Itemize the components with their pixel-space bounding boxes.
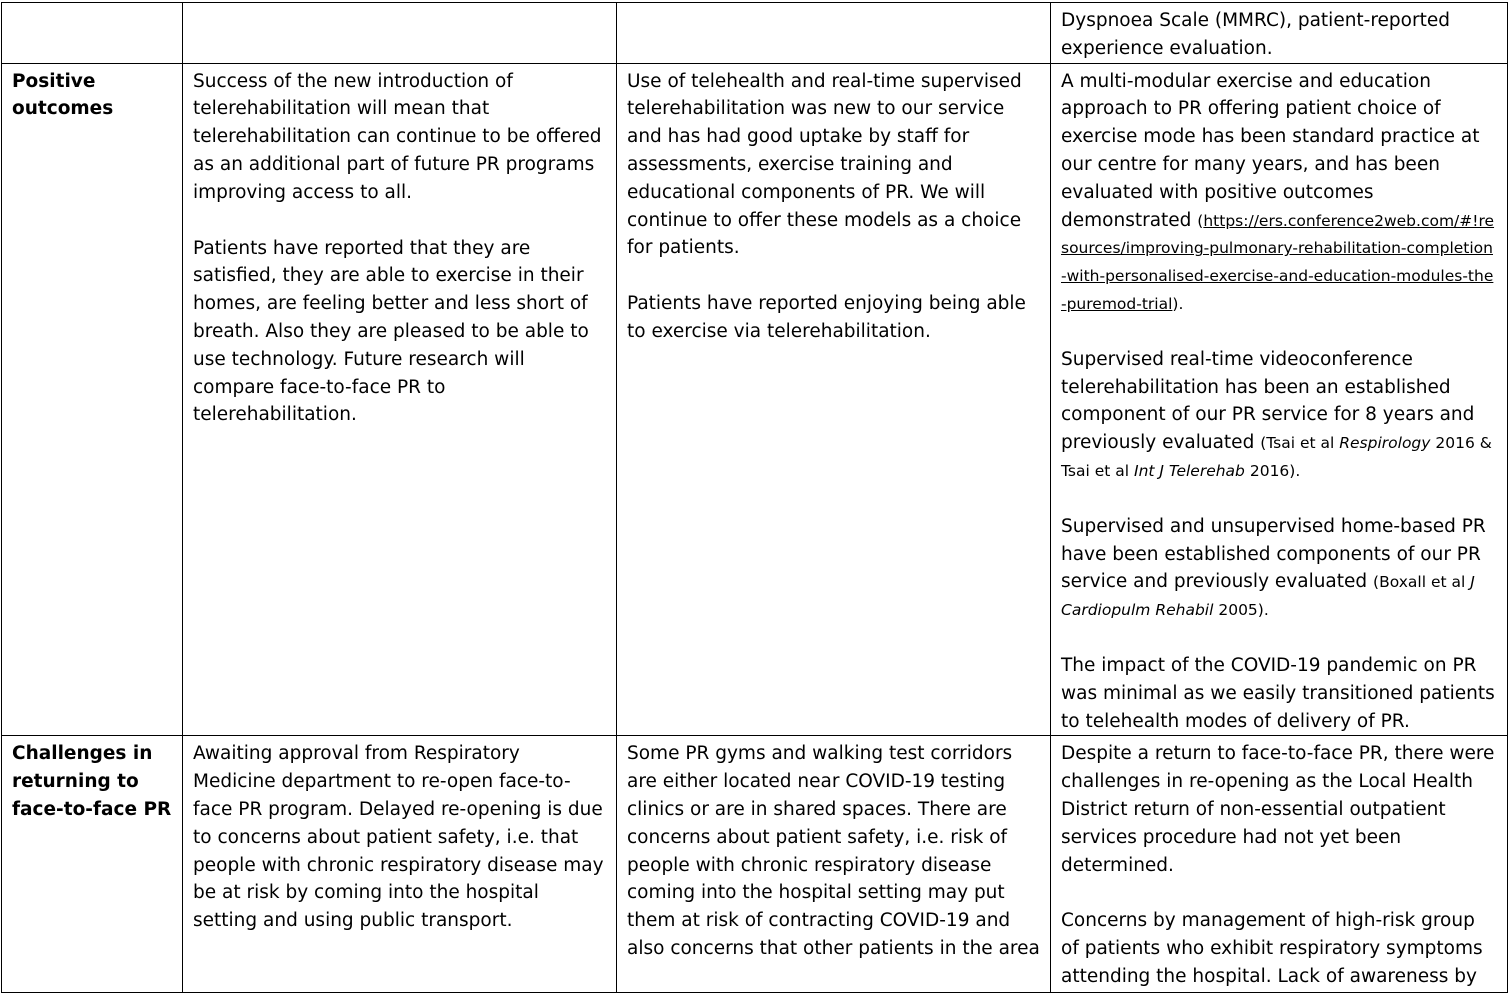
cell-paragraph: Success of the new introduction of telerehabilitation will mean that telerehabilitation can continue to be offered as an additional part of future PR programs improving access to all. (193, 70, 602, 203)
row-label-positive-outcomes: Positive outcomes (2, 63, 183, 736)
paragraph-text: A multi-modular exercise and education approach to PR offering patient choice of exercise mode has been standard practice at our centre for many years, and has been evaluated with positive outcomes demonstrated (1061, 70, 1480, 231)
ref-year: 2016). (1249, 461, 1301, 480)
table-row-positive-outcomes (2, 63, 1508, 736)
cell-paragraph: Patients have reported that they are satisfied, they are able to exercise in their homes, are feeling better and less short of breath. Also they are pleased to be able to use technology. Future research will compare face-to-face PR to telerehabilitation. (193, 237, 589, 426)
cell-paragraph: Concerns by management of high-risk group of patients who exhibit respiratory symptoms attending the hospital. Lack of awareness by (1061, 910, 1483, 987)
cell-content (1061, 740, 1497, 992)
ref-author: (Boxall et al (1373, 573, 1466, 592)
cell-paragraph: Despite a return to face-to-face PR, there were challenges in re-opening as the Local Health District return of non-essential outpatient services procedure had not yet been determined. (1061, 743, 1495, 876)
row-label-challenges: Challenges in returning to face-to-face PR (2, 736, 183, 993)
ref-year: 2005). (1218, 601, 1269, 620)
cell-paragraph (1061, 513, 1497, 624)
ref-journal: Respirology (1339, 434, 1431, 453)
cell-paragraph: Use of telehealth and real-time supervised telerehabilitation was new to our service and has had good uptake by staff for assessments, exercise training and educational components of PR. We will continue to offer these models as a choice for patients. (627, 70, 1022, 259)
cell-text: Dyspnoea Scale (MMRC), patient-reported experience evaluation. (1061, 10, 1450, 59)
paragraph-text: Supervised and unsupervised home-based PR have been established components of our PR service and previously evaluated (1061, 515, 1486, 593)
table-cell-empty (617, 3, 1051, 64)
table-row-continued (2, 3, 1508, 64)
table-cell (1051, 63, 1508, 736)
table-cell (1051, 736, 1508, 993)
cell-content (193, 740, 606, 992)
cell-paragraph: Awaiting approval from Respiratory Medicine department to re-open face-to-face PR program. Delayed re-opening is due to concerns about patient safety, i.e. that people with chronic respiratory disease may be at risk by coming into the hospital setting and using public transport. (193, 743, 604, 932)
table-cell (1051, 3, 1508, 64)
ref-author: 2016 & Tsai et al (1061, 434, 1492, 480)
table-cell-empty (2, 3, 183, 64)
cell-paragraph: The impact of the COVID-19 pandemic on PR was minimal as we easily transitioned patients to telehealth modes of delivery of PR. (1061, 654, 1495, 732)
paragraph-text: Supervised real-time videoconference telerehabilitation has been an established component of our PR service for 8 years and previously evaluated (1061, 348, 1475, 454)
ref-open: ( (1197, 211, 1204, 230)
cell-paragraph (1061, 68, 1497, 318)
cell-paragraph (1061, 346, 1497, 485)
cell-paragraph: Some PR gyms and walking test corridors are either located near COVID-19 testing clinics or are in shared spaces. There are concerns about patient safety, i.e. risk of people with chronic respiratory disease coming into the hospital setting may put them at risk of contracting COVID-19 and also concerns that other patients in the area (627, 743, 1040, 959)
ref-journal: J Cardiopulm Rehabil (1061, 573, 1475, 620)
cell-content (627, 740, 1040, 992)
ref-journal: Int J Telerehab (1134, 461, 1245, 480)
table-cell (617, 736, 1051, 993)
reference-link[interactable]: https://ers.conference2web.com/#!resources/improving-pulmonary-rehabilitation-completion-with-personalised-exercise-and-education-modules-the-puremod-trial (1061, 211, 1495, 313)
table-row-challenges (2, 736, 1508, 993)
table-cell (183, 63, 617, 736)
table-cell (183, 736, 617, 993)
comparison-table (1, 2, 1508, 993)
cell-paragraph: Patients have reported enjoying being able to exercise via telerehabilitation. (627, 293, 1026, 342)
ref-close: ). (1172, 294, 1184, 313)
table-cell-empty (183, 3, 617, 64)
table-cell (617, 63, 1051, 736)
ref-author: (Tsai et al (1260, 434, 1335, 453)
